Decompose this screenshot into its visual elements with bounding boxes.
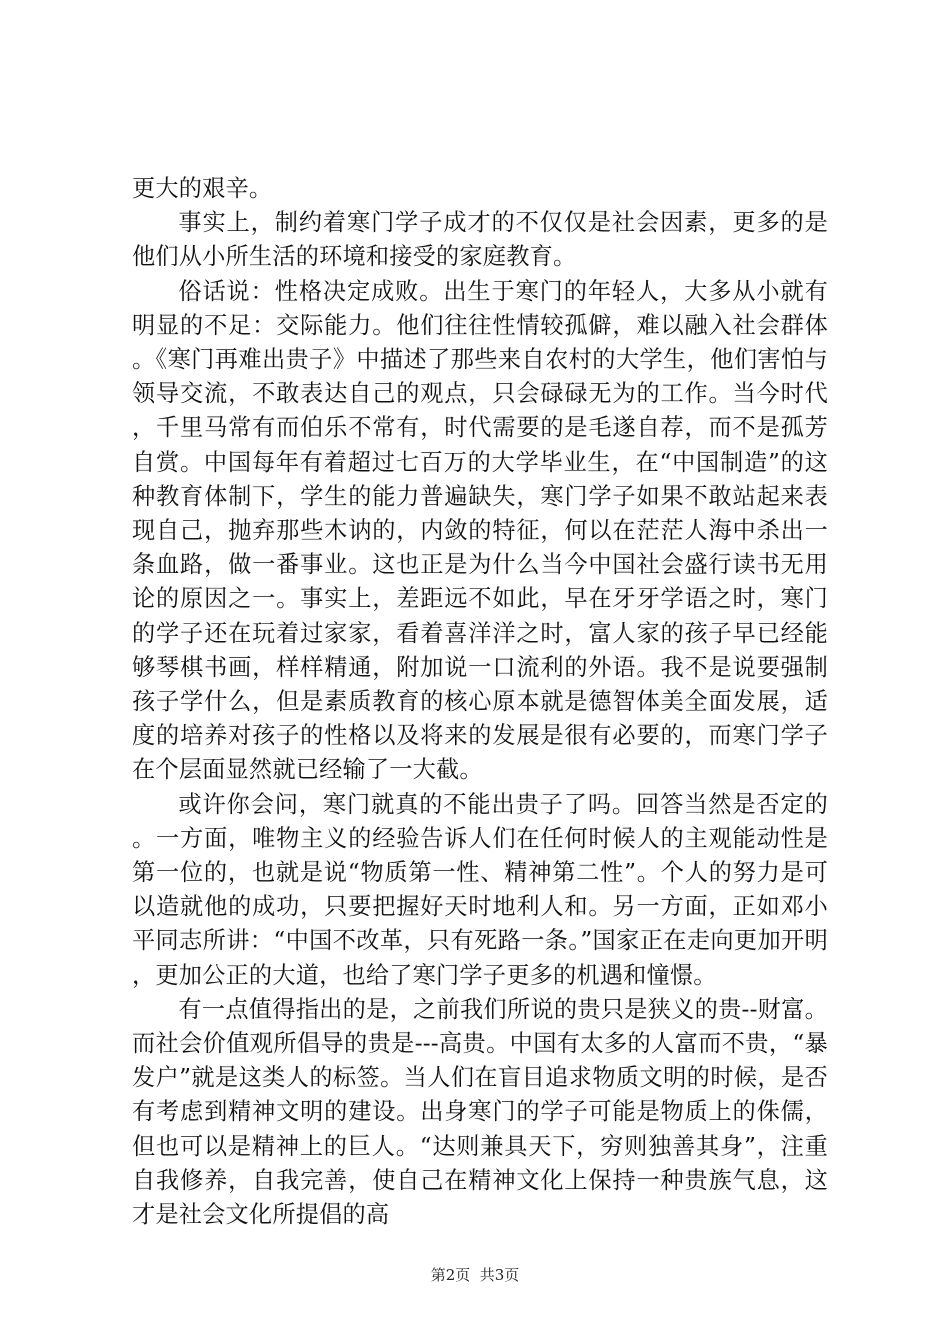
paragraph-3: 俗话说：性格决定成败。出生于寒门的年轻人，大多从小就有明显的不足：交际能力。他们往往性情较孤僻，难以融入社会群体。《寒门再难出贵子》中描述了那些来自农村的大学生，他们害怕与领导交流，不敢表达自己的观点，只会碌碌无为的工作。当今时代，千里马常有而伯乐不常有，时代需要的是毛遂自荐，而不是孤芳自赏。中国每年有着超过七百万的大学毕业生，在“中国制造”的这种教育体制下，学生的能力普遍缺失，寒门学子如果不敢站起来表现自己，抛弃那些木讷的，内敛的特征，何以在茫茫人海中杀出一条血路，做一番事业。这也正是为什么当今中国社会盛行读书无用论的原因之一。事实上，差距远不如此，早在牙牙学语之时，寒门的学子还在玩着过家家，看着喜洋洋之时，富人家的孩子早已经能够琴棋书画，样样精通，附加说一口流利的外语。我不是说要强制孩子学什么，但是素质教育的核心原本就是德智体美全面发展，适度的培养对孩子的性格以及将来的发展是很有必要的，而寒门学子在个层面显然就已经输了一大截。 (132, 277, 828, 784)
paragraph-1: 更大的艰辛。 (132, 175, 273, 202)
paragraph-2: 事实上，制约着寒门学子成才的不仅仅是社会因素，更多的是他们从小所生活的环境和接受的家庭教育。 (132, 209, 828, 271)
document-body (132, 172, 828, 1232)
paragraph-4: 或许你会问，寒门就真的不能出贵子了吗。回答当然是否定的。一方面，唯物主义的经验告诉人们在任何时候人的主观能动性是第一位的，也就是说“物质第一性、精神第二性”。个人的努力是可以造就他的成功，只要把握好天时地利人和。另一方面，正如邓小平同志所讲：“中国不改革，只有死路一条。”国家正在走向更加开明，更加公正的大道，也给了寒门学子更多的机遇和憧憬。 (132, 790, 828, 989)
page-number-label: 第2页 共3页 (430, 1266, 520, 1284)
page-footer (0, 1264, 950, 1285)
paragraph-5: 有一点值得指出的是，之前我们所说的贵只是狭义的贵--财富。而社会价值观所倡导的贵是---高贵。中国有太多的人富而不贵，“暴发户”就是这类人的标签。当人们在盲目追求物质文明的时候，是否有考虑到精神文明的建设。出身寒门的学子可能是物质上的侏儒，但也可以是精神上的巨人。“达则兼具天下，穷则独善其身”，注重自我修养，自我完善，使自己在精神文化上保持一种贵族气息，这才是社会文化所提倡的高 (132, 995, 828, 1229)
